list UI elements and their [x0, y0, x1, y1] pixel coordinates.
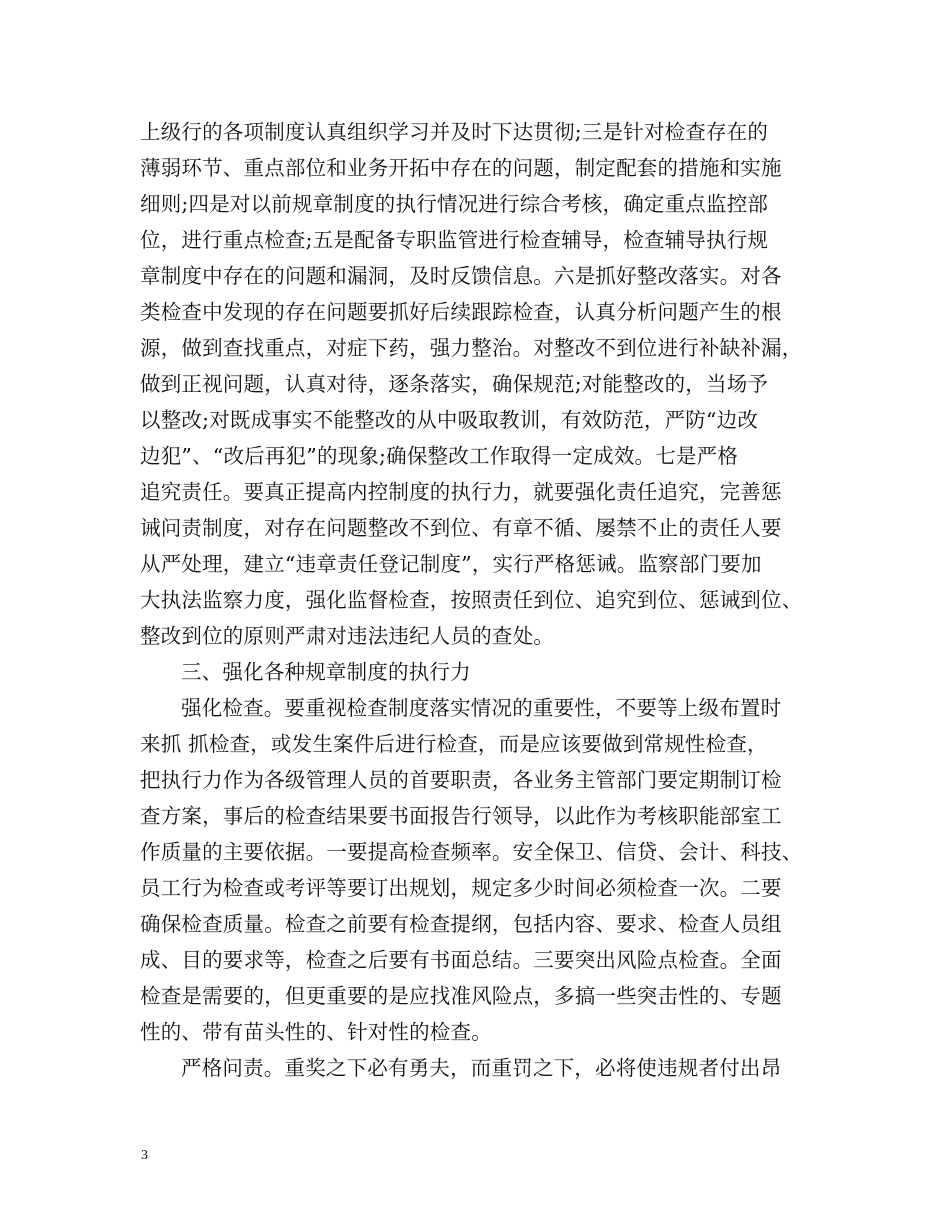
text-line: 细则;四是对以前规章制度的执行情况进行综合考核，确定重点监控部: [140, 192, 769, 216]
text-line: 确保检查质量。检查之前要有检查提纲，包括内容、要求、检查人员组: [140, 912, 782, 936]
text-line: 边犯”、“改后再犯”的现象;确保整改工作取得一定成效。七是严格: [140, 444, 739, 468]
paragraph-start-line: 强化检查。要重视检查制度落实情况的重要性，不要等上级布置时: [181, 696, 782, 720]
text-line: 查方案，事后的检查结果要书面报告行领导，以此作为考核职能部室工: [140, 804, 782, 828]
text-line: 追究责任。要真正提高内控制度的执行力，就要强化责任追究，完善惩: [140, 480, 782, 504]
text-line: 类检查中发现的存在问题要抓好后续跟踪检查，认真分析问题产生的根: [140, 300, 782, 324]
text-line: 从严处理，建立“违章责任登记制度”，实行严格惩诫。监察部门要加: [140, 552, 762, 576]
text-line: 薄弱环节、重点部位和业务开拓中存在的问题，制定配套的措施和实施: [140, 156, 782, 180]
text-line: 诫问责制度，对存在问题整改不到位、有章不循、屡禁不止的责任人要: [140, 516, 782, 540]
paragraph-start-line: 严格问责。重奖之下必有勇夫，而重罚之下，必将使违规者付出昂: [181, 1056, 782, 1080]
text-line: 检查是需要的，但更重要的是应找准风险点，多搞一些突击性的、专题: [140, 984, 782, 1008]
text-line: 来抓 抓检查，或发生案件后进行检查，而是应该要做到常规性检查，: [140, 732, 768, 756]
text-line: 性的、带有苗头性的、针对性的检查。: [140, 1020, 492, 1044]
page-number: 3: [141, 1148, 148, 1163]
text-line: 章制度中存在的问题和漏洞，及时反馈信息。六是抓好整改落实。对各: [140, 264, 782, 288]
text-line: 整改到位的原则严肃对违法违纪人员的查处。: [140, 624, 554, 648]
text-line: 以整改;对既成事实不能整改的从中吸取教训，有效防范，严防“边改: [140, 408, 759, 432]
text-line: 大执法监察力度，强化监督检查，按照责任到位、追究到位、惩诫到位、: [140, 588, 803, 612]
body-text: [140, 114, 830, 1086]
text-line: 位，进行重点检查;五是配备专职监管进行检查辅导，检查辅导执行规: [140, 228, 769, 252]
text-line: 源，做到查找重点，对症下药，强力整治。对整改不到位进行补缺补漏，: [140, 336, 803, 360]
section-heading: 三、强化各种规章制度的执行力: [181, 660, 471, 684]
text-line: 员工行为检查或考评等要订出规划，规定多少时间必须检查一次。二要: [140, 876, 782, 900]
text-line: 成、目的要求等，检查之后要有书面总结。三要突出风险点检查。全面: [140, 948, 782, 972]
text-line: 作质量的主要依据。一要提高检查频率。安全保卫、信贷、会计、科技、: [140, 840, 803, 864]
text-line: 把执行力作为各级管理人员的首要职责，各业务主管部门要定期制订检: [140, 768, 782, 792]
text-line: 做到正视问题，认真对待，逐条落实，确保规范;对能整改的，当场予: [140, 372, 769, 396]
text-line: 上级行的各项制度认真组织学习并及时下达贯彻;三是针对检查存在的: [140, 120, 769, 144]
